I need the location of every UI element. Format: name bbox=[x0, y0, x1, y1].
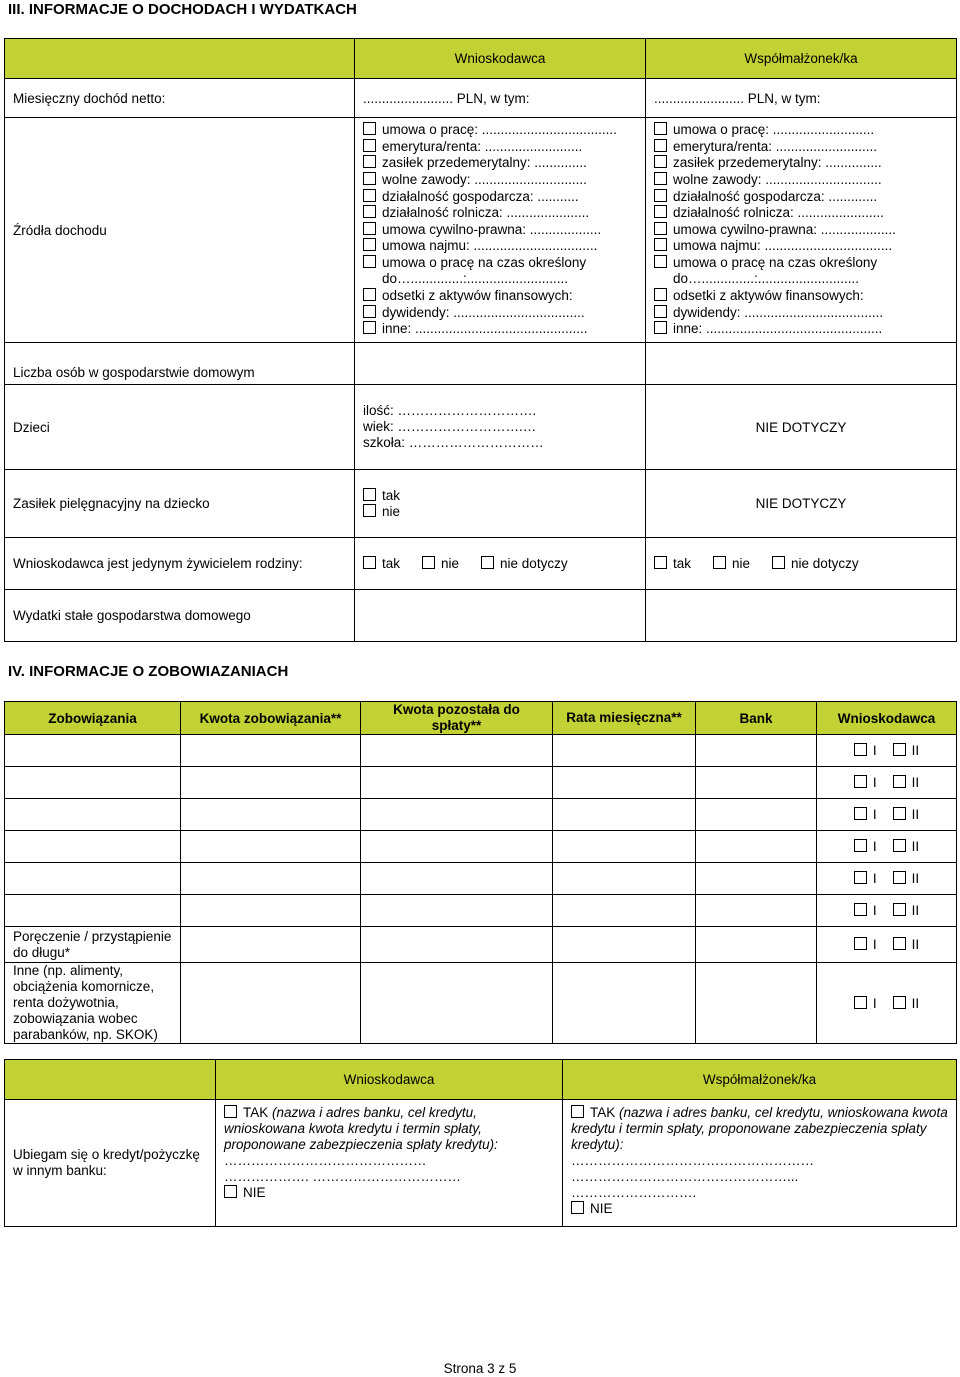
liability-name-cell bbox=[5, 767, 181, 799]
applicant-other-bank-yes-checkbox[interactable] bbox=[224, 1105, 237, 1118]
liability-value-cell[interactable] bbox=[181, 927, 361, 963]
applicant-details-line[interactable]: ………………. …………………………… bbox=[224, 1169, 462, 1184]
income-source-checkbox[interactable] bbox=[363, 155, 376, 168]
applicant-choice-cell[interactable] bbox=[817, 735, 957, 767]
income-source-label: do…..............:........................... bbox=[382, 271, 569, 287]
income-source-label: zasiłek przedemerytalny: .............. bbox=[382, 155, 587, 171]
income-source-label: dywidendy: ................................... bbox=[382, 304, 585, 320]
liability-value-cell[interactable] bbox=[553, 963, 696, 1044]
applicant-choice-cell[interactable] bbox=[817, 799, 957, 831]
applicant-choice-cell[interactable] bbox=[817, 927, 957, 963]
header-applicant: Wnioskodawca bbox=[817, 702, 957, 735]
income-source-label: umowa cywilno-prawna: .................... bbox=[673, 221, 896, 237]
children-count-field[interactable]: ilość: …………………………. bbox=[363, 403, 537, 418]
applicant-choice-cell[interactable] bbox=[817, 831, 957, 863]
income-source-label: zasiłek przedemerytalny: ............... bbox=[673, 155, 882, 171]
header-liability: Zobowiązania bbox=[5, 702, 181, 735]
income-source-label: umowa o pracę na czas określony bbox=[673, 254, 878, 270]
applicant-ii-checkbox[interactable] bbox=[893, 839, 906, 852]
liability-value-cell[interactable] bbox=[696, 831, 817, 863]
applicant-i-checkbox[interactable] bbox=[854, 743, 867, 756]
opt-label: nie bbox=[441, 556, 460, 571]
income-source-label: odsetki z aktywów finansowych: bbox=[673, 288, 864, 304]
income-source-item bbox=[654, 172, 948, 189]
income-source-checkbox[interactable] bbox=[654, 172, 667, 185]
applicant-i-checkbox[interactable] bbox=[854, 996, 867, 1009]
opt-ii-label: II bbox=[911, 995, 920, 1011]
liability-value-cell[interactable] bbox=[181, 831, 361, 863]
liability-name-cell: Inne (np. alimenty, obciążenia komornicze, renta dożywotnia, zobowiązania wobec parabanków, np. SKOK) bbox=[5, 963, 181, 1044]
spouse-hint: (nazwa i adres banku, cel kredytu, wnioskowana kwota kredytu i termin spłaty, proponowane zabezpieczenia spłaty kredytu): bbox=[571, 1105, 948, 1152]
income-source-item bbox=[654, 321, 948, 338]
income-source-checkbox[interactable] bbox=[363, 321, 376, 334]
income-source-label: umowa cywilno-prawna: ................... bbox=[382, 221, 602, 237]
spouse-header: Współmałżonek/ka bbox=[646, 39, 957, 79]
applicant-other-bank-no-checkbox[interactable] bbox=[224, 1185, 237, 1198]
liability-value-cell[interactable] bbox=[361, 767, 553, 799]
children-label: Dzieci bbox=[5, 385, 355, 470]
table-row bbox=[5, 831, 957, 863]
liability-value-cell[interactable] bbox=[181, 963, 361, 1044]
opt-i-label: I bbox=[872, 807, 877, 822]
applicant-income-field[interactable]: ........................ PLN, w tym: bbox=[355, 79, 646, 118]
liability-value-cell[interactable] bbox=[696, 863, 817, 895]
liability-name-cell bbox=[5, 863, 181, 895]
header-installment: Rata miesięczna** bbox=[553, 702, 696, 735]
income-source-item bbox=[654, 155, 948, 172]
income-source-checkbox[interactable] bbox=[654, 305, 667, 318]
income-source-item bbox=[654, 288, 948, 305]
income-source-label: działalność gospodarcza: ............. bbox=[673, 188, 878, 204]
section-3-title: III. INFORMACJE O DOCHODACH I WYDATKACH bbox=[8, 1, 357, 18]
applicant-household-field[interactable] bbox=[355, 343, 646, 385]
spouse-header-2: Współmałżonek/ka bbox=[563, 1060, 957, 1100]
income-source-label: działalność rolnicza: ...................... bbox=[382, 205, 590, 221]
income-sources-label: Źródła dochodu bbox=[5, 118, 355, 343]
income-source-checkbox[interactable] bbox=[654, 189, 667, 202]
opt-i-label: I bbox=[872, 903, 877, 918]
children-info[interactable] bbox=[355, 385, 646, 470]
spouse-sole-no-checkbox[interactable] bbox=[713, 556, 726, 569]
liability-value-cell[interactable] bbox=[696, 895, 817, 927]
spouse-sole-yes-checkbox[interactable] bbox=[654, 556, 667, 569]
income-source-checkbox[interactable] bbox=[654, 321, 667, 334]
spouse-details-line[interactable]: ………………………. bbox=[571, 1185, 697, 1200]
care-no-label: nie bbox=[382, 503, 401, 519]
liability-value-cell[interactable] bbox=[696, 799, 817, 831]
spouse-care-na: NIE DOTYCZY bbox=[646, 470, 957, 538]
income-source-item bbox=[654, 305, 948, 322]
household-size-label: Liczba osób w gospodarstwie domowym bbox=[5, 343, 355, 385]
applicant-choice-cell[interactable] bbox=[817, 767, 957, 799]
liability-value-cell[interactable] bbox=[553, 895, 696, 927]
applicant-ii-checkbox[interactable] bbox=[893, 743, 906, 756]
opt-ii-label: II bbox=[911, 937, 920, 952]
liability-value-cell[interactable] bbox=[553, 927, 696, 963]
opt-i-label: I bbox=[872, 839, 877, 854]
liability-value-cell[interactable] bbox=[553, 735, 696, 767]
applicant-sole-yes-checkbox[interactable] bbox=[363, 556, 376, 569]
opt-ii-label: II bbox=[911, 839, 920, 854]
table-row bbox=[5, 767, 957, 799]
income-source-item bbox=[363, 288, 637, 305]
care-yes-checkbox[interactable] bbox=[363, 488, 376, 501]
spouse-other-bank-yes-checkbox[interactable] bbox=[571, 1105, 584, 1118]
income-source-item bbox=[363, 122, 637, 139]
header-bank: Bank bbox=[696, 702, 817, 735]
no-label: NIE bbox=[243, 1185, 266, 1200]
income-source-checkbox[interactable] bbox=[654, 122, 667, 135]
liability-value-cell[interactable] bbox=[361, 863, 553, 895]
applicant-details-line[interactable]: ……………………………………… bbox=[224, 1153, 427, 1168]
income-source-item bbox=[654, 205, 948, 222]
page-number: Strona 3 z 5 bbox=[443, 1361, 517, 1376]
income-source-label: odsetki z aktywów finansowych: bbox=[382, 288, 573, 304]
care-yes-label: tak bbox=[382, 487, 401, 503]
yes-label: TAK bbox=[243, 1105, 269, 1120]
income-source-label: inne: .............................................. bbox=[382, 321, 588, 337]
income-source-label: umowa najmu: .................................. bbox=[673, 238, 893, 254]
income-source-label: emerytura/renta: ........................... bbox=[673, 138, 878, 154]
income-source-item bbox=[363, 139, 637, 156]
applicant-ii-checkbox[interactable] bbox=[893, 903, 906, 916]
liability-name-cell bbox=[5, 831, 181, 863]
income-source-label: działalność rolnicza: ....................... bbox=[673, 205, 884, 221]
opt-i-label: I bbox=[872, 871, 877, 886]
no-label: NIE bbox=[590, 1201, 613, 1216]
income-source-checkbox[interactable] bbox=[654, 205, 667, 218]
liability-value-cell[interactable] bbox=[181, 895, 361, 927]
yes-label: TAK bbox=[590, 1105, 616, 1120]
liability-value-cell[interactable] bbox=[361, 735, 553, 767]
fixed-expenses-label: Wydatki stałe gospodarstwa domowego bbox=[5, 590, 355, 642]
income-source-item bbox=[363, 321, 637, 338]
income-source-label: emerytura/renta: .......................... bbox=[382, 138, 583, 154]
income-source-checkbox[interactable] bbox=[363, 288, 376, 301]
income-source-label: do…..............:........................... bbox=[673, 271, 860, 287]
income-source-checkbox[interactable] bbox=[654, 238, 667, 251]
income-source-item bbox=[363, 238, 637, 255]
opt-i-label: I bbox=[872, 743, 877, 758]
income-source-checkbox[interactable] bbox=[654, 222, 667, 235]
income-source-checkbox[interactable] bbox=[363, 172, 376, 185]
sole-provider-label: Wnioskodawca jest jedynym żywicielem rodziny: bbox=[5, 538, 355, 590]
spouse-children-na: NIE DOTYCZY bbox=[646, 385, 957, 470]
liability-value-cell[interactable] bbox=[181, 863, 361, 895]
income-source-label: wolne zawody: .............................. bbox=[382, 171, 587, 187]
liability-value-cell[interactable] bbox=[361, 831, 553, 863]
spouse-fixed-expenses-field[interactable] bbox=[646, 590, 957, 642]
opt-label: nie bbox=[732, 556, 751, 571]
income-source-label: dywidendy: ..................................... bbox=[673, 304, 884, 320]
table-row bbox=[5, 735, 957, 767]
liability-value-cell[interactable] bbox=[696, 927, 817, 963]
opt-i-label: I bbox=[872, 775, 877, 790]
income-source-checkbox[interactable] bbox=[363, 139, 376, 152]
income-source-item bbox=[363, 189, 637, 206]
applicant-choice-cell[interactable] bbox=[817, 863, 957, 895]
applicant-ii-checkbox[interactable] bbox=[893, 996, 906, 1009]
income-source-item bbox=[363, 155, 637, 172]
income-source-checkbox[interactable] bbox=[363, 255, 376, 268]
header-remaining: Kwota pozostała do spłaty** bbox=[361, 702, 553, 735]
income-source-label: umowa o pracę: ........................... bbox=[673, 122, 875, 138]
liability-value-cell[interactable] bbox=[181, 735, 361, 767]
income-source-checkbox[interactable] bbox=[363, 205, 376, 218]
applicant-header: Wnioskodawca bbox=[355, 39, 646, 79]
liability-value-cell[interactable] bbox=[553, 863, 696, 895]
income-source-item bbox=[363, 305, 637, 322]
income-source-label: umowa o pracę na czas określony bbox=[382, 254, 587, 270]
care-allowance-label: Zasiłek pielęgnacyjny na dziecko bbox=[5, 470, 355, 538]
liability-name-cell bbox=[5, 735, 181, 767]
applicant-income-sources bbox=[363, 122, 637, 338]
income-source-item bbox=[654, 122, 948, 139]
children-age-field[interactable]: wiek: ……………………….… bbox=[363, 419, 537, 434]
opt-label: tak bbox=[382, 556, 401, 571]
liability-value-cell[interactable] bbox=[696, 767, 817, 799]
income-source-label: wolne zawody: ............................... bbox=[673, 171, 882, 187]
income-source-checkbox[interactable] bbox=[363, 189, 376, 202]
spouse-sole-na-checkbox[interactable] bbox=[772, 556, 785, 569]
liability-value-cell[interactable] bbox=[361, 927, 553, 963]
section-4-title: IV. INFORMACJE O ZOBOWIAZANIACH bbox=[8, 663, 289, 680]
liability-value-cell[interactable] bbox=[553, 799, 696, 831]
spouse-details-line[interactable]: ……………………………………………… bbox=[571, 1153, 814, 1168]
liability-name-cell: Poręczenie / przystąpienie do długu* bbox=[5, 927, 181, 963]
liabilities-table bbox=[4, 701, 957, 1044]
spouse-details-line[interactable]: …………………………………………... bbox=[571, 1169, 799, 1184]
applicant-i-checkbox[interactable] bbox=[854, 807, 867, 820]
income-source-item bbox=[654, 255, 948, 272]
applicant-header-2: Wnioskodawca bbox=[216, 1060, 563, 1100]
applicant-sole-no-checkbox[interactable] bbox=[422, 556, 435, 569]
income-source-checkbox[interactable] bbox=[654, 155, 667, 168]
income-source-label: inne: ............................................... bbox=[673, 321, 883, 337]
spouse-other-bank-no-checkbox[interactable] bbox=[571, 1201, 584, 1214]
opt-i-label: I bbox=[872, 995, 877, 1011]
income-source-checkbox[interactable] bbox=[654, 139, 667, 152]
liability-value-cell[interactable] bbox=[696, 963, 817, 1044]
liability-value-cell[interactable] bbox=[553, 831, 696, 863]
children-school-field[interactable]: szkoła: ………………………… bbox=[363, 435, 544, 450]
income-source-item bbox=[363, 255, 637, 272]
income-source-checkbox[interactable] bbox=[654, 255, 667, 268]
applicant-i-checkbox[interactable] bbox=[854, 937, 867, 950]
spouse-income-field[interactable]: ........................ PLN, w tym: bbox=[646, 79, 957, 118]
applicant-fixed-expenses-field[interactable] bbox=[355, 590, 646, 642]
applicant-i-checkbox[interactable] bbox=[854, 839, 867, 852]
table-row bbox=[5, 863, 957, 895]
income-table bbox=[4, 38, 957, 642]
income-source-checkbox[interactable] bbox=[363, 222, 376, 235]
income-source-item bbox=[654, 238, 948, 255]
opt-label: nie dotyczy bbox=[500, 556, 568, 571]
income-source-item bbox=[654, 189, 948, 206]
income-source-label: działalność gospodarcza: ........... bbox=[382, 188, 579, 204]
other-bank-label: Ubiegam się o kredyt/pożyczkę w innym banku: bbox=[5, 1100, 216, 1227]
opt-i-label: I bbox=[872, 937, 877, 952]
opt-label: tak bbox=[673, 556, 692, 571]
monthly-income-label: Miesięczny dochód netto: bbox=[5, 79, 355, 118]
income-source-item bbox=[654, 222, 948, 239]
applicant-ii-checkbox[interactable] bbox=[893, 871, 906, 884]
table-row bbox=[5, 963, 957, 1044]
spouse-household-field[interactable] bbox=[646, 343, 957, 385]
table-row bbox=[5, 895, 957, 927]
liability-value-cell[interactable] bbox=[181, 767, 361, 799]
applicant-sole-na-checkbox[interactable] bbox=[481, 556, 494, 569]
opt-ii-label: II bbox=[911, 871, 920, 886]
income-source-item bbox=[654, 271, 948, 288]
applicant-i-checkbox[interactable] bbox=[854, 903, 867, 916]
opt-label: nie dotyczy bbox=[791, 556, 859, 571]
opt-ii-label: II bbox=[911, 775, 920, 790]
income-source-label: umowa najmu: ................................. bbox=[382, 238, 598, 254]
income-source-checkbox[interactable] bbox=[363, 305, 376, 318]
opt-ii-label: II bbox=[911, 903, 920, 918]
applicant-hint: (nazwa i adres banku, cel kredytu, wnioskowana kwota kredytu i termin spłaty, proponowane zabezpieczenia spłaty kredytu): bbox=[224, 1105, 498, 1152]
income-source-checkbox[interactable] bbox=[654, 288, 667, 301]
liability-value-cell[interactable] bbox=[361, 799, 553, 831]
applicant-ii-checkbox[interactable] bbox=[893, 937, 906, 950]
care-no-checkbox[interactable] bbox=[363, 504, 376, 517]
applicant-choice-cell[interactable] bbox=[817, 963, 957, 1044]
income-source-item bbox=[654, 139, 948, 156]
applicant-i-checkbox[interactable] bbox=[854, 775, 867, 788]
income-source-checkbox[interactable] bbox=[363, 238, 376, 251]
spouse-income-sources bbox=[654, 122, 948, 338]
income-source-item bbox=[363, 172, 637, 189]
applicant-ii-checkbox[interactable] bbox=[893, 775, 906, 788]
opt-ii-label: II bbox=[911, 807, 920, 822]
header-amount: Kwota zobowiązania** bbox=[181, 702, 361, 735]
liability-name-cell bbox=[5, 895, 181, 927]
income-source-item bbox=[363, 271, 637, 288]
table-row bbox=[5, 927, 957, 963]
liability-name-cell bbox=[5, 799, 181, 831]
table-row bbox=[5, 799, 957, 831]
applicant-choice-cell[interactable] bbox=[817, 895, 957, 927]
liability-value-cell[interactable] bbox=[181, 799, 361, 831]
income-source-label: umowa o pracę: .................................... bbox=[382, 122, 617, 138]
liability-value-cell[interactable] bbox=[361, 895, 553, 927]
income-source-item bbox=[363, 222, 637, 239]
opt-ii-label: II bbox=[911, 743, 920, 758]
applicant-i-checkbox[interactable] bbox=[854, 871, 867, 884]
income-source-item bbox=[363, 205, 637, 222]
income-source-checkbox[interactable] bbox=[363, 122, 376, 135]
applicant-ii-checkbox[interactable] bbox=[893, 807, 906, 820]
liability-value-cell[interactable] bbox=[696, 735, 817, 767]
liability-value-cell[interactable] bbox=[361, 963, 553, 1044]
liability-value-cell[interactable] bbox=[553, 767, 696, 799]
other-bank-table bbox=[4, 1059, 957, 1227]
